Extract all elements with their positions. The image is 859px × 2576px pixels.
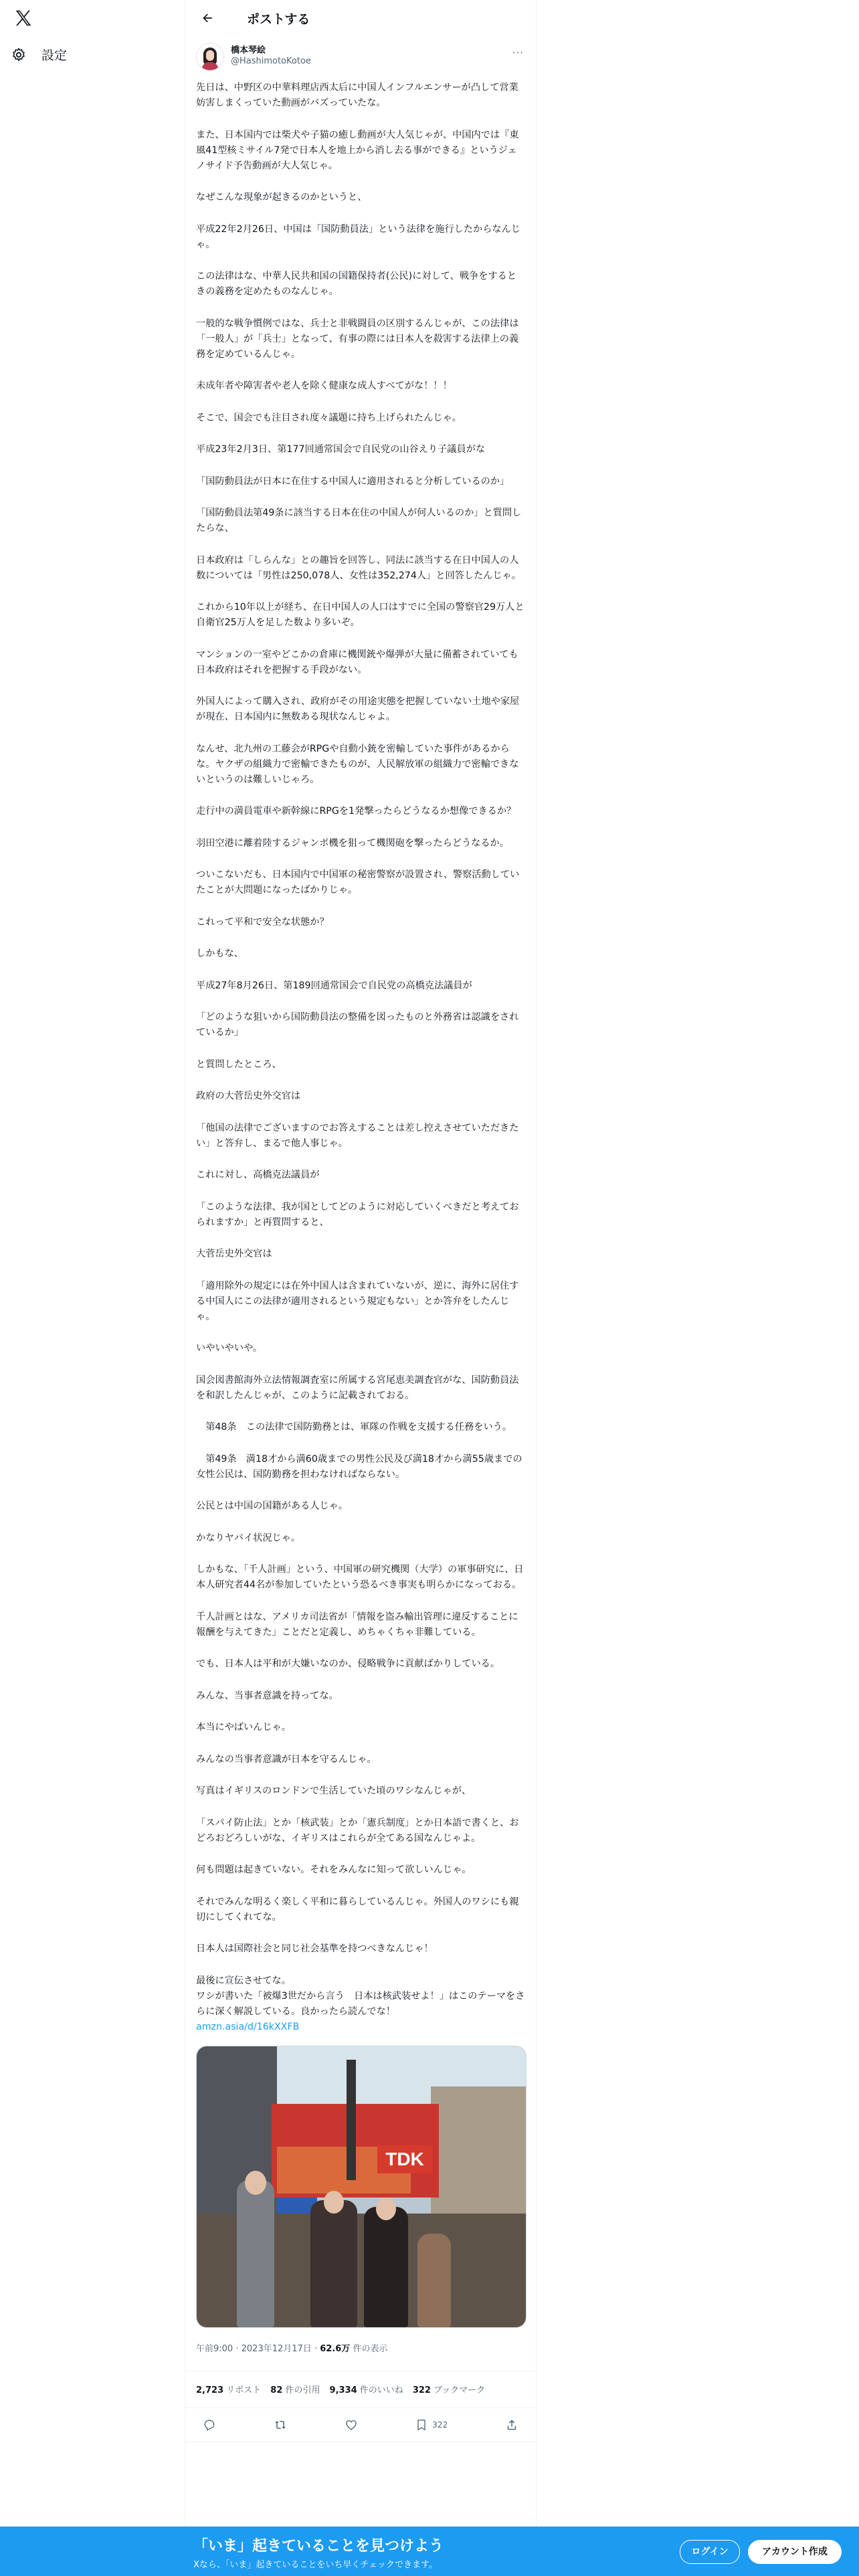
- bookmark-button[interactable]: [415, 2418, 448, 2432]
- share-icon: [505, 2418, 518, 2432]
- page-title: ポストする: [247, 11, 310, 27]
- post-time[interactable]: 午前9:00: [196, 2343, 233, 2354]
- left-sidebar: [0, 0, 185, 2576]
- post-paragraph: でも、日本人は平和が大嫌いなのか、侵略戦争に貢献ばかりしている。: [196, 1658, 500, 1669]
- bookmarks-label: ブックマーク: [434, 2385, 486, 2395]
- bookmark-icon: [415, 2418, 428, 2432]
- post-paragraph: マンションの一室やどこかの倉庫に機関銃や爆弾が大量に備蓄されていても日本政府はそれを把握する手段がない。: [196, 649, 518, 675]
- repost-icon: [274, 2418, 287, 2432]
- bookmark-count: 322: [432, 2420, 448, 2430]
- repost-button[interactable]: [274, 2418, 287, 2432]
- post-date[interactable]: 2023年12月17日: [241, 2343, 312, 2354]
- post-paragraph: ついこないだも、日本国内で中国軍の秘密警察が設置され、警察活動していたことが大問題になったばかりじゃ。: [196, 869, 520, 895]
- separator: ·: [235, 2343, 239, 2354]
- closing-line-1: 最後に宣伝させてな。: [196, 1975, 291, 1986]
- post-paragraph: 未成年者や障害者や老人を除く健康な成人すべてがな！！！: [196, 381, 452, 391]
- gear-icon: [11, 47, 27, 63]
- reposts-label: リポスト: [226, 2385, 262, 2395]
- avatar[interactable]: [196, 43, 224, 71]
- post-paragraph: 写真はイギリスのロンドンで生活していた頃のワシなんじゃが、: [196, 1786, 472, 1796]
- bookmarks-stat: [413, 2383, 485, 2395]
- reply-button[interactable]: [203, 2418, 216, 2432]
- arrow-left-icon: [201, 11, 214, 25]
- post-paragraph: 「他国の法律でございますのでお答えすることは差し控えさせていただきたい」と答弁し、まるで他人事じゃ。: [196, 1122, 519, 1149]
- share-button[interactable]: [505, 2418, 518, 2432]
- post-paragraph: これって平和で安全な状態か？: [196, 916, 329, 928]
- likes-label: 件のいいね: [359, 2385, 403, 2395]
- post-paragraph: 平成23年2月3日、第177回通常国会で自民党の山谷えり子議員がな: [196, 444, 486, 455]
- post-stats: [185, 2371, 536, 2408]
- post-paragraph: 「どのような狙いから国防動員法の整備を図ったものと外務省は認識をされているか」: [196, 1012, 519, 1038]
- reply-icon: [203, 2418, 216, 2432]
- action-bar: [185, 2408, 536, 2442]
- post-paragraph: それでみんな明るく楽しく平和に暮らしているんじゃ。外国人のワシにも親切にしてくれてな。: [196, 1896, 519, 1923]
- post-paragraph: なんせ、北九州の工藤会がRPGや自動小銃を密輸していた事件があるからな。ヤクザの組織力で密輸できたものが、人民解放軍の組織力で密輸できないというのは難しいじゃろ。: [196, 743, 519, 785]
- back-button[interactable]: [196, 7, 219, 29]
- post-paragraph: 「国防動員法が日本に在住する中国人に適用されると分析しているのか」: [196, 475, 510, 487]
- post-paragraph: 「国防動員法第49条に該当する日本在住の中国人が何人いるのか」と質問したらな、: [196, 508, 522, 534]
- more-icon[interactable]: ···: [512, 47, 524, 59]
- banner-title: 「いま」起きていることを見つけよう: [193, 2538, 444, 2555]
- post-paragraph: 日本人は国際社会と同じ社会基準を持つべきなんじゃ！: [196, 1943, 434, 1954]
- likes-count: 9,334: [329, 2385, 357, 2395]
- post-paragraph: しかもな、「千人計画」という、中国軍の研究機関（大学）の軍事研究に、日本人研究者44名が参加していたという恐るべき事実も明らかになっておる。: [196, 1564, 524, 1590]
- like-button[interactable]: [345, 2418, 358, 2432]
- post-link[interactable]: amzn.asia/d/16kXXFB: [196, 2021, 300, 2032]
- reposts-count: 2,723: [196, 2385, 224, 2395]
- post-paragraph: 政府の大菅岳史外交官は: [196, 1091, 301, 1101]
- post-paragraph: 「このような法律、我が国としてどのように対応していくべきだと考えておられますか」と再質問すると、: [196, 1201, 519, 1228]
- post-author: [185, 36, 536, 80]
- post-paragraph: 千人計画とはな、アメリカ司法省が「情報を盗み輸出管理に違反することに報酬を与えてきた」ことだと定義し、めちゃくちゃ非難している。: [196, 1611, 518, 1638]
- post-paragraph: 平成22年2月26日、中国は「国防動員法」という法律を施行したからなんじゃ。: [196, 223, 520, 250]
- post-paragraph: かなりヤバイ状況じゃ。: [196, 1532, 301, 1543]
- post-paragraph: そこで、国会でも注目され度々議題に持ち上げられたんじゃ。: [196, 412, 462, 423]
- post-paragraph: 走行中の満員電車や新幹線にRPGを1発撃ったらどうなるか想像できるか？: [196, 806, 516, 817]
- post-photo[interactable]: [196, 2046, 527, 2328]
- heart-icon: [345, 2418, 358, 2432]
- x-logo-icon[interactable]: [13, 8, 33, 28]
- views-count: 62.6万: [320, 2343, 351, 2354]
- post-paragraph: しかもな、: [196, 948, 244, 959]
- post-paragraph: 「スパイ防止法」とか「核武装」とか「憲兵制度」とか日本語で書くと、おどろおどろしいがな、イギリスはこれらが全てある国なんじゃよ。: [196, 1817, 519, 1844]
- quotes-stat[interactable]: [270, 2383, 320, 2395]
- settings-label: 設定: [41, 48, 68, 63]
- post-paragraph: この法律はな、中華人民共和国の国籍保持者(公民)に対して、戦争をするときの義務を定めたものなんじゃ。: [196, 271, 516, 297]
- post-paragraph: と質問したところ、: [196, 1059, 282, 1070]
- author-handle[interactable]: @HashimotoKotoe: [231, 56, 311, 66]
- post-paragraph: 第48条 この法律で国防勤務とは、軍隊の作戦を支援する任務をいう。: [196, 1422, 512, 1432]
- post-paragraph: みんな、当事者意識を持ってな。: [196, 1690, 339, 1701]
- post-paragraph: 大菅岳史外交官は: [196, 1249, 272, 1259]
- signup-button[interactable]: アカウント作成: [748, 2540, 842, 2564]
- bookmarks-count: 322: [412, 2385, 431, 2395]
- post-paragraph: これから10年以上が経ち、在日中国人の人口はすでに全国の警察官29万人と自衛官25万人を足した数より多いぞ。: [196, 602, 524, 628]
- banner-subtitle: Xなら、「いま」起きていることをいち早くチェックできます。: [193, 2560, 438, 2570]
- post-paragraph: これに対し、高橋克法議員が: [196, 1170, 320, 1180]
- closing-line-2: ワシが書いた「被爆3世だから言う 日本は核武装せよ！」はこのテーマをさらに深く解説している。良かったら読んでな！: [196, 1990, 525, 2017]
- topbar: [185, 0, 536, 36]
- post-paragraph: 先日は、中野区の中華料理店西太后に中国人インフルエンサーが凸して営業妨害しまくっていた動画がバズっていたな。: [196, 82, 518, 108]
- post-paragraph: 平成27年8月26日、第189回通常国会で自民党の高橋克法議員が: [196, 980, 472, 991]
- post-paragraph: 何も問題は起きていない。それをみんなに知って欲しいんじゃ。: [196, 1864, 472, 1875]
- post-meta: [185, 2328, 536, 2371]
- photo-sign-text: TDK: [377, 2145, 432, 2173]
- post-paragraph: いやいやいや。: [196, 1343, 263, 1354]
- post-paragraph: 公民とは中国の国籍がある人じゃ。: [196, 1501, 349, 1511]
- quotes-label: 件の引用: [285, 2385, 320, 2395]
- post-paragraph: 第49条 満18才から満60歳までの男性公民及び満18才から満55歳までの女性公民は、国防勤務を担わなければならない。: [196, 1453, 522, 1480]
- post-paragraph: 羽田空港に離着陸するジャンボ機を狙って機関砲を撃ったらどうなるか。: [196, 837, 509, 849]
- separator: ·: [314, 2343, 318, 2354]
- login-button[interactable]: ログイン: [680, 2540, 740, 2564]
- likes-stat[interactable]: [330, 2383, 403, 2395]
- post-paragraph: 日本政府は「しらんな」との趣旨を回答し、同法に該当する在日中国人の人数については「男性は250,078人、女性は352,274人」と回答したんじゃ。: [196, 554, 521, 581]
- post-paragraph: みんなの当事者意識が日本を守るんじゃ。: [196, 1753, 377, 1765]
- author-display-name[interactable]: 橋本琴絵: [231, 45, 266, 56]
- post-paragraph: 外国人によって購入され、政府がその用途実態を把握していない土地や家屋が現在、日本国内に無数ある現状なんじゃよ。: [196, 696, 520, 722]
- views-label: 件の表示: [353, 2343, 388, 2354]
- post-paragraph: 本当にやばいんじゃ。: [196, 1722, 291, 1733]
- nav-settings[interactable]: [11, 45, 67, 64]
- post-paragraph: 「適用除外の規定には在外中国人は含まれていないが、逆に、海外に居住する中国人にこの法律が適用されるという規定もない」とか答弁をしたんじゃ。: [196, 1280, 519, 1322]
- post-column: [185, 0, 537, 2576]
- post-paragraph: なぜこんな現象が起きるのかというと、: [196, 192, 367, 203]
- reposts-stat[interactable]: [196, 2383, 261, 2395]
- signup-banner: [0, 2527, 859, 2576]
- post-paragraph: 一般的な戦争慣例ではな、兵士と非戦闘員の区別するんじゃが、この法律は「一般人」が「兵士」となって、有事の際には日本人を殺害する法律上の義務を定めているんじゃ。: [196, 318, 519, 360]
- post-text: [185, 80, 536, 2035]
- post-paragraph: また、日本国内では柴犬や子猫の癒し動画が大人気じゃが、中国内では『東風41型核ミサイル7発で日本人を地上から消し去る事ができる』というジェノサイド予告動画が大人気じゃ。: [196, 129, 519, 171]
- post-paragraph: 国会図書館海外立法情報調査室に所属する宮尾恵美調査官がな、国防動員法を和訳したんじゃが、このように記載されておる。: [196, 1374, 519, 1401]
- quotes-count: 82: [270, 2385, 283, 2395]
